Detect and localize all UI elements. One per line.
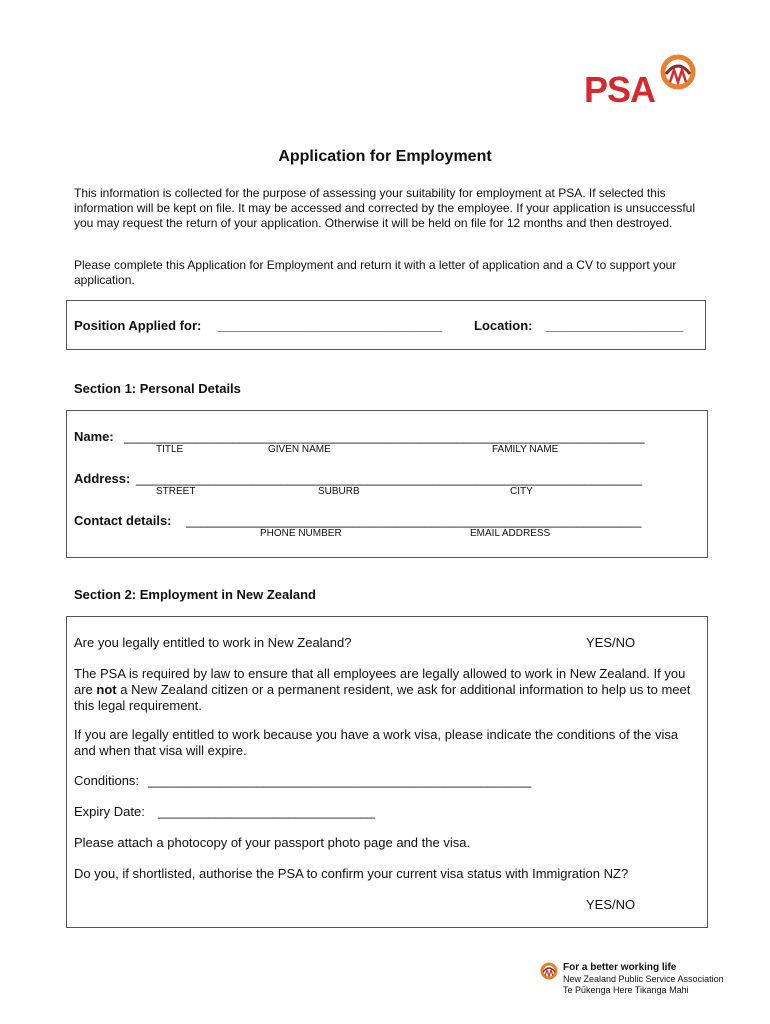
location-label: Location: [474,318,533,333]
psa-logo-text: PSA [584,69,656,110]
address-label: Address: [74,471,131,486]
legal-entitlement-answer[interactable]: YES/NO [586,635,636,650]
employment-nz-box [66,616,708,928]
footer-org-name: New Zealand Public Service Association [563,974,724,984]
caption-street: STREET [156,486,196,497]
expiry-date-field[interactable]: ______________________________ [158,804,375,819]
position-applied-field[interactable]: _______________________________ [218,318,443,333]
address-field[interactable]: ______________________________________________________________________ [136,471,643,486]
footer-tagline: For a better working life [563,962,677,973]
legal-requirement-paragraph [74,666,694,714]
contact-details-label: Contact details: [74,513,172,528]
footer-maori-name: Te Pūkenga Here Tikanga Mahi [563,985,689,995]
position-applied-label: Position Applied for: [74,318,202,333]
psa-footer-emblem-icon [540,962,558,980]
expiry-date-label: Expiry Date: [74,804,145,819]
psa-logo [584,54,696,112]
caption-family-name: FAMILY NAME [492,444,559,455]
caption-email-address: EMAIL ADDRESS [470,528,551,539]
caption-city: CITY [510,486,533,497]
name-label: Name: [74,429,114,444]
visa-authorisation-answer[interactable]: YES/NO [586,897,636,912]
caption-phone-number: PHONE NUMBER [260,528,342,539]
legal-entitlement-question: Are you legally entitled to work in New Zealand? [74,635,352,650]
legal-requirement-text-a: The PSA is required by law to ensure that all employees are legally allowed to work in New Zealand. If you are [74,666,686,697]
attach-passport-text: Please attach a photocopy of your passport photo page and the visa. [74,835,471,850]
psa-emblem-icon [660,54,696,90]
legal-requirement-text-b: a New Zealand citizen or a permanent resident, we ask for additional information to help us to meet this legal requirement. [74,682,691,713]
section2-heading: Section 2: Employment in New Zealand [74,587,316,602]
conditions-field[interactable]: _____________________________________________________ [148,773,532,788]
caption-suburb: SUBURB [318,486,360,497]
section1-heading: Section 1: Personal Details [74,381,241,396]
page-title: Application for Employment [278,148,492,165]
contact-details-field[interactable]: _______________________________________________________________ [186,513,642,528]
caption-given-name: GIVEN NAME [268,444,331,455]
name-field[interactable]: ________________________________________________________________________ [124,429,645,444]
legal-requirement-emphasis: not [96,682,117,697]
visa-authorisation-question: Do you, if shortlisted, authorise the PSA to confirm your current visa status with Immigration NZ? [74,866,629,881]
work-visa-paragraph: If you are legally entitled to work because you have a work visa, please indicate the conditions of the visa and when that visa will expire. [74,727,679,758]
location-field[interactable]: ___________________ [546,318,684,333]
instructions-paragraph: Please complete this Application for Employment and return it with a letter of application and a CV to support your application. [74,258,677,287]
caption-title: TITLE [156,444,184,455]
intro-paragraph: This information is collected for the purpose of assessing your suitability for employment at PSA. If selected this information will be kept on file. It may be accessed and corrected by the employee. If your application is unsuccessful you may request the return of your application. Otherwise it will be held on file for 12 months and then destroyed. [74,186,695,230]
conditions-label: Conditions: [74,773,140,788]
